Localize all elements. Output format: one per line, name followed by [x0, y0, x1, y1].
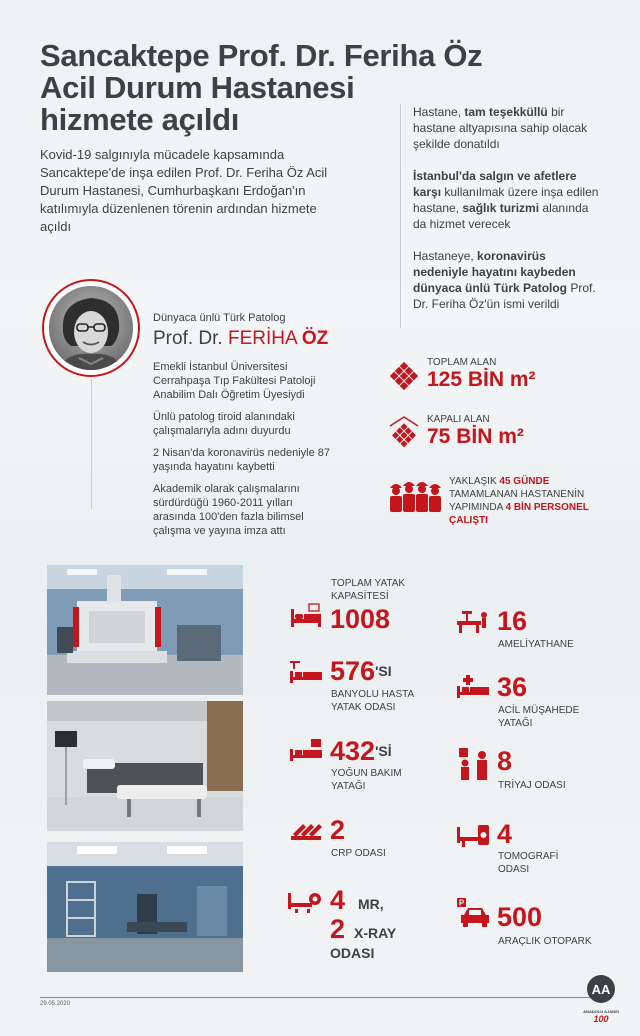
icu-caption: YOĞUN BAKIM YATAĞI [331, 768, 402, 792]
workers-text: YAKLAŞIK 45 GÜNDE TAMAMLANAN HASTANENİN YAPIMINDA 4 BİN PERSONEL ÇALIŞTI [449, 476, 589, 526]
bio-item: Emekli İstanbul Üniversitesi Cerrahpaşa Tıp Fakültesi Patoloji Anabilim Dalı Öğretim Üyesiydi [153, 361, 316, 401]
triage-value: 8 [497, 746, 513, 776]
profile-role: Dünyaca ünlü Türk Patolog [153, 312, 286, 324]
fact-1: Hastane, tam teşekküllü bir hastane altyapısına sahip olacak şekilde donatıldı [413, 105, 588, 151]
total-area-value: 125 BİN m² [427, 368, 536, 391]
svg-text:AA: AA [591, 982, 611, 997]
bathroom-bed-icon [289, 659, 323, 685]
profile-name: Prof. Dr. FERİHA ÖZ [153, 328, 329, 349]
crp-caption: CRP ODASI [331, 848, 386, 859]
xray-caption-room: ODASI [330, 945, 375, 961]
profile-bio [153, 360, 338, 546]
workers-icon [386, 476, 446, 518]
hospital-bed-icon [289, 603, 323, 629]
bathroom-rooms-caption: BANYOLU HASTA YATAK ODASI [331, 689, 414, 713]
operating-rooms-caption: AMELİYATHANE [498, 639, 574, 650]
aa-logo-years: 100 [593, 1014, 609, 1024]
closed-area-icon [388, 416, 420, 450]
area-tiles-icon [388, 360, 420, 392]
xray-caption: X-RAY [354, 925, 397, 941]
portrait-photo [42, 279, 140, 377]
parking-caption: ARAÇLIK OTOPARK [498, 936, 592, 947]
fact-2: İstanbul'da salgın ve afetlere karşı kullanılmak üzere inşa edilen hastane, sağlık turizmi alanında da hizmet verecek [413, 169, 599, 231]
crp-value: 2 [330, 815, 346, 845]
icu-bed-icon [289, 737, 323, 763]
triage-caption: TRİYAJ ODASI [498, 780, 566, 791]
bio-item: 2 Nisan'da koronavirüs nedeniyle 87 yaşında hayatını kaybetti [153, 447, 330, 473]
publish-date: 29.05.2020 [40, 1001, 71, 1007]
photo-surgery-room [47, 842, 243, 972]
fact-3: Hastaneye, koronavirüs nedeniyle hayatını kaybeden dünyaca ünlü Türk Patolog Prof. Dr. Feriha Öz'ün ismi verildi [413, 249, 596, 311]
mr-xray-icon [287, 889, 321, 915]
lead-paragraph: Kovid-19 salgınıyla mücadele kapsamında Sancaktepe'de inşa edilen Prof. Dr. Feriha Öz Acil Durum Hastanesi, Cumhurbaşkanı Erdoğan'ın katılımıyla düzenlenen törenin ardından hizmete açıldı [40, 147, 328, 234]
bathroom-rooms-value: $576^{'SI}$ [330, 656, 392, 686]
tomography-icon [456, 823, 490, 849]
icu-value: $432^{'Sİ}$ [330, 736, 392, 766]
mr-caption: MR, [358, 896, 384, 912]
tomography-caption: TOMOGRAFİ ODASI [498, 851, 559, 875]
footer-line [40, 997, 600, 998]
svg-text:P: P [458, 898, 465, 908]
closed-area-caption: KAPALI ALAN [427, 414, 490, 425]
total-area-caption: TOPLAM ALAN [427, 357, 497, 368]
parking-car-icon [456, 897, 492, 929]
bio-item: Ünlü patolog tiroid alanındaki çalışmalarıyla adını duyurdu [153, 411, 295, 437]
photo-operating-room [47, 565, 243, 695]
crp-icon [289, 818, 323, 844]
photo-patient-room [47, 701, 243, 831]
facts-column [400, 104, 600, 328]
triage-icon [458, 747, 492, 781]
closed-area-value: 75 BİN m² [427, 425, 524, 448]
tomography-value: 4 [497, 819, 513, 849]
beds-caption: TOPLAM YATAK KAPASİTESİ [331, 578, 406, 602]
operating-rooms-value: 16 [497, 606, 528, 636]
emergency-beds-caption: ACİL MÜŞAHEDE YATAĞI [498, 705, 580, 729]
beds-value: 1008 [330, 604, 391, 634]
bio-item: Akademik olarak çalışmalarını sürdürdüğü 1960-2011 yılları arasında 100'den fazla bilimsel çalışma ve yayına imza attı [153, 483, 304, 537]
portrait-image [49, 286, 133, 370]
anadolu-agency-logo [585, 974, 617, 1026]
emergency-beds-value: 36 [497, 672, 528, 702]
xray-value: 2 [330, 914, 346, 944]
headline-line-3: hizmete açıldı [40, 102, 240, 137]
parking-value: 500 [497, 902, 543, 932]
aa-logo-mark [585, 974, 617, 1004]
mr-value: 4 [330, 885, 346, 915]
emergency-bed-icon [456, 674, 490, 700]
headline-line-1: Sancaktepe Prof. Dr. Feriha Öz [40, 38, 483, 73]
headline-line-2: Acil Durum Hastanesi [40, 70, 355, 105]
operating-room-icon [456, 609, 490, 635]
profile-divider [91, 379, 92, 509]
aa-logo-name: ANADOLU AJANSI [583, 1009, 619, 1014]
